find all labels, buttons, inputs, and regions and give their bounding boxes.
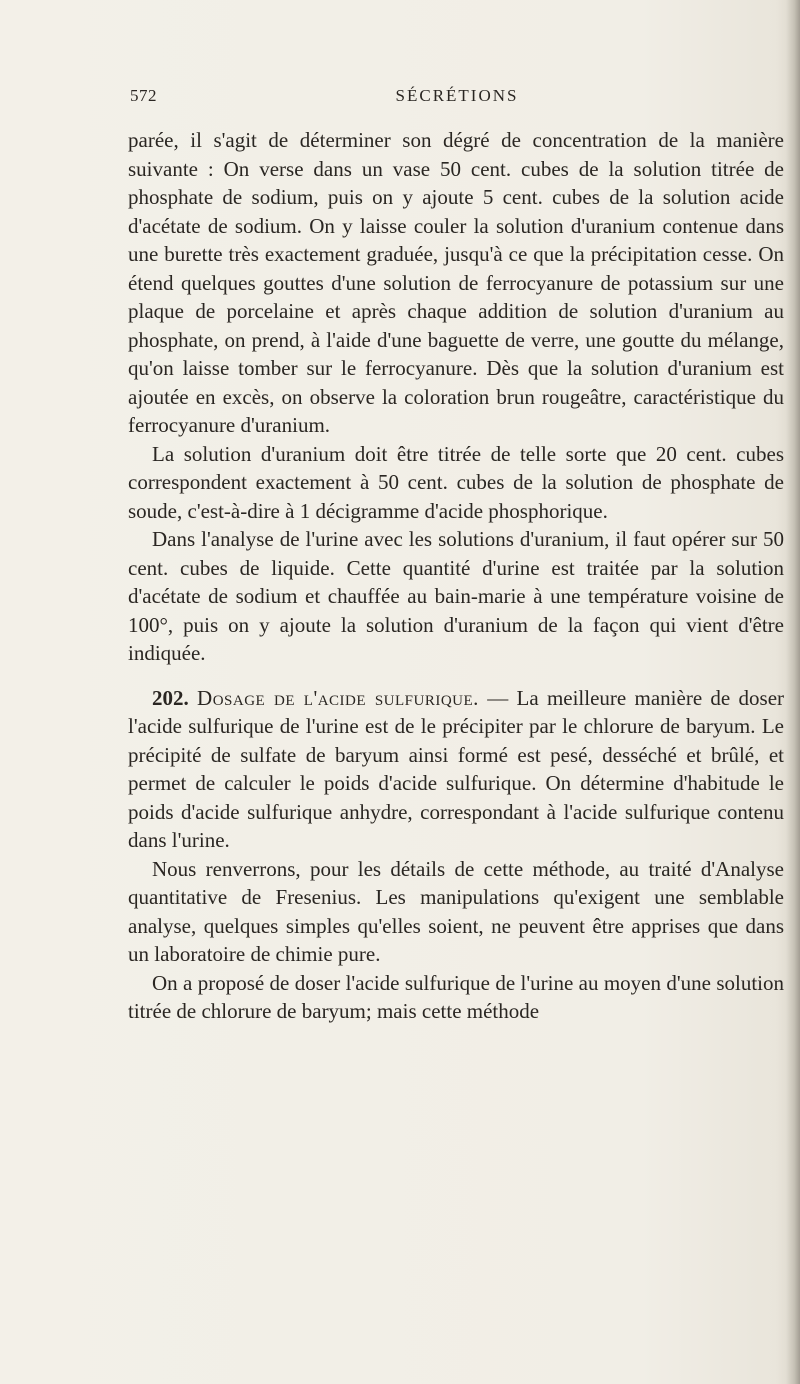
page-body xyxy=(128,126,784,1026)
paragraph-5: Nous renverrons, pour les détails de cette méthode, au traité d'Analyse quantitative de Fresenius. Les manipulations qu'exigent une semblable analyse, quelques simples qu'elles soient, ne peuvent être apprises que dans un laboratoire de chimie pure. xyxy=(128,856,784,966)
paragraph-1: parée, il s'agit de déterminer son dégré de concentration de la manière suivante : On verse dans un vase 50 cent. cubes de la solution titrée de phosphate de sodium, puis on y ajoute 5 cent. cubes de la solution acide d'acétate de sodium. On y laisse couler la solution d'uranium contenue dans une burette très exactement graduée, jusqu'à ce que la précipitation cesse. On étend quelques gouttes d'une solution de ferrocyanure de potassium sur une plaque de porcelaine et après chaque addition de solution d'uranium au phosphate, on prend, à l'aide d'une baguette de verre, une goutte du mélange, qu'on laisse tomber sur le ferrocyanure. Dès que la solution d'uranium est ajoutée en excès, on observe la coloration brun rougeâtre, caractéristique du ferrocyanure d'uranium. xyxy=(128,128,784,437)
section-202 xyxy=(128,684,784,855)
section-body: — La meilleure manière de doser l'acide sulfurique de l'urine est de le précipiter par le chlorure de baryum. Le précipité de sulfate de baryum ainsi formé est pesé, desséché et brûlé, et permet de calculer le poids d'acide sulfurique. On détermine d'habitude le poids d'acide sulfurique anhydre, correspondant à l'acide sulfurique contenu dans l'urine. xyxy=(128,685,785,852)
running-title: SÉCRÉTIONS xyxy=(395,86,519,105)
section-title: Dosage de l'acide sulfurique. xyxy=(197,685,479,710)
paragraph-6: On a proposé de doser l'acide sulfurique de l'urine au moyen d'une solution titrée de chlorure de baryum; mais cette méthode xyxy=(128,970,784,1023)
page-header xyxy=(130,86,784,116)
paragraph-2: La solution d'uranium doit être titrée de telle sorte que 20 cent. cubes correspondent exactement à 50 cent. cubes de la solution de phosphate de soude, c'est-à-dire à 1 décigramme d'acide phosphorique. xyxy=(128,441,784,523)
page-number: 572 xyxy=(130,86,157,105)
paragraph-3: Dans l'analyse de l'urine avec les solutions d'uranium, il faut opérer sur 50 cent. cubes de liquide. Cette quantité d'urine est traitée par la solution d'acétate de sodium et chauffée au bain-marie à une température voisine de 100°, puis on y ajoute la solution d'uranium de la façon qui vient d'être indiquée. xyxy=(128,527,784,665)
section-number: 202. xyxy=(152,685,189,710)
page-edge-shadow xyxy=(786,0,800,1384)
